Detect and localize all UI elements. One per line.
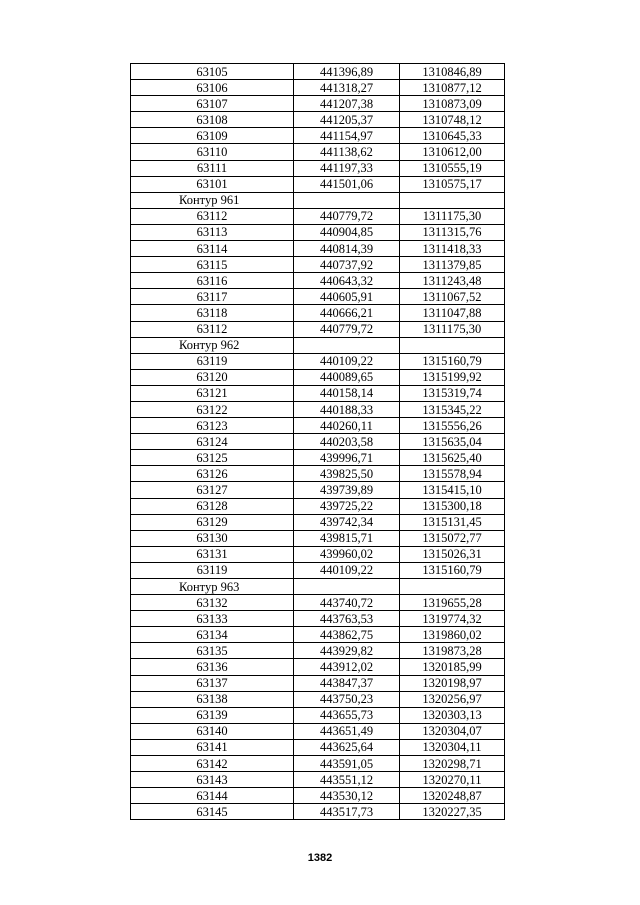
x-coordinate-cell: 440203,58 xyxy=(294,434,400,450)
y-coordinate-cell: 1311047,88 xyxy=(400,305,505,321)
x-coordinate-cell: 443847,37 xyxy=(294,675,400,691)
table-row xyxy=(131,273,505,289)
point-id-cell: 63130 xyxy=(131,530,294,546)
x-coordinate-cell: 440260,11 xyxy=(294,418,400,434)
table-row xyxy=(131,530,505,546)
x-coordinate-cell: 439960,02 xyxy=(294,546,400,562)
table-row xyxy=(131,176,505,192)
y-coordinate-cell: 1320256,97 xyxy=(400,691,505,707)
point-id-cell: 63121 xyxy=(131,385,294,401)
x-coordinate-cell: 443517,73 xyxy=(294,804,400,820)
table-row xyxy=(131,96,505,112)
table-row xyxy=(131,466,505,482)
table-row xyxy=(131,144,505,160)
point-id-cell: 63113 xyxy=(131,224,294,240)
table-row xyxy=(131,434,505,450)
y-coordinate-cell: 1315160,79 xyxy=(400,353,505,369)
y-coordinate-cell: 1315319,74 xyxy=(400,385,505,401)
table-row xyxy=(131,498,505,514)
point-id-cell: 63109 xyxy=(131,128,294,144)
y-coordinate-cell: 1320270,11 xyxy=(400,772,505,788)
y-coordinate-cell: 1311067,52 xyxy=(400,289,505,305)
x-coordinate-cell: 440666,21 xyxy=(294,305,400,321)
point-id-cell: 63132 xyxy=(131,595,294,611)
x-coordinate-cell: 440779,72 xyxy=(294,208,400,224)
x-coordinate-cell: 439742,34 xyxy=(294,514,400,530)
table-row xyxy=(131,739,505,755)
coordinates-table-body xyxy=(131,64,505,820)
x-coordinate-cell: 441197,33 xyxy=(294,160,400,176)
x-coordinate-cell: 439739,89 xyxy=(294,482,400,498)
x-coordinate-cell: 441318,27 xyxy=(294,80,400,96)
y-coordinate-cell: 1310748,12 xyxy=(400,112,505,128)
x-coordinate-cell: 441501,06 xyxy=(294,176,400,192)
y-coordinate-cell: 1315415,10 xyxy=(400,482,505,498)
table-row xyxy=(131,804,505,820)
table-row xyxy=(131,788,505,804)
empty-cell xyxy=(400,579,505,595)
y-coordinate-cell: 1320227,35 xyxy=(400,804,505,820)
y-coordinate-cell: 1310877,12 xyxy=(400,80,505,96)
y-coordinate-cell: 1310846,89 xyxy=(400,64,505,80)
table-row xyxy=(131,707,505,723)
table-row xyxy=(131,546,505,562)
x-coordinate-cell: 440109,22 xyxy=(294,353,400,369)
y-coordinate-cell: 1315160,79 xyxy=(400,562,505,578)
x-coordinate-cell: 439725,22 xyxy=(294,498,400,514)
y-coordinate-cell: 1311175,30 xyxy=(400,208,505,224)
point-id-cell: 63134 xyxy=(131,627,294,643)
point-id-cell: 63141 xyxy=(131,739,294,755)
x-coordinate-cell: 443530,12 xyxy=(294,788,400,804)
table-row xyxy=(131,305,505,321)
x-coordinate-cell: 440737,92 xyxy=(294,257,400,273)
point-id-cell: 63110 xyxy=(131,144,294,160)
x-coordinate-cell: 443912,02 xyxy=(294,659,400,675)
x-coordinate-cell: 443862,75 xyxy=(294,627,400,643)
y-coordinate-cell: 1310873,09 xyxy=(400,96,505,112)
point-id-cell: 63107 xyxy=(131,96,294,112)
x-coordinate-cell: 443625,64 xyxy=(294,739,400,755)
y-coordinate-cell: 1320298,71 xyxy=(400,756,505,772)
x-coordinate-cell: 441207,38 xyxy=(294,96,400,112)
table-row xyxy=(131,562,505,578)
table-row xyxy=(131,675,505,691)
y-coordinate-cell: 1320304,07 xyxy=(400,723,505,739)
point-id-cell: 63127 xyxy=(131,482,294,498)
x-coordinate-cell: 441138,62 xyxy=(294,144,400,160)
contour-name: Контур 962 xyxy=(131,337,294,353)
point-id-cell: 63101 xyxy=(131,176,294,192)
x-coordinate-cell: 440109,22 xyxy=(294,562,400,578)
x-coordinate-cell: 443929,82 xyxy=(294,643,400,659)
point-id-cell: 63119 xyxy=(131,562,294,578)
empty-cell xyxy=(400,192,505,208)
contour-header-row xyxy=(131,192,505,208)
y-coordinate-cell: 1319860,02 xyxy=(400,627,505,643)
point-id-cell: 63108 xyxy=(131,112,294,128)
point-id-cell: 63114 xyxy=(131,241,294,257)
y-coordinate-cell: 1315199,92 xyxy=(400,369,505,385)
y-coordinate-cell: 1311379,85 xyxy=(400,257,505,273)
point-id-cell: 63120 xyxy=(131,369,294,385)
point-id-cell: 63105 xyxy=(131,64,294,80)
table-row xyxy=(131,369,505,385)
table-row xyxy=(131,257,505,273)
table-row xyxy=(131,128,505,144)
x-coordinate-cell: 440605,91 xyxy=(294,289,400,305)
y-coordinate-cell: 1320185,99 xyxy=(400,659,505,675)
point-id-cell: 63119 xyxy=(131,353,294,369)
contour-header-row xyxy=(131,579,505,595)
point-id-cell: 63142 xyxy=(131,756,294,772)
x-coordinate-cell: 441154,97 xyxy=(294,128,400,144)
table-row xyxy=(131,224,505,240)
coordinates-table xyxy=(130,63,505,820)
x-coordinate-cell: 440904,85 xyxy=(294,224,400,240)
table-row xyxy=(131,643,505,659)
x-coordinate-cell: 443651,49 xyxy=(294,723,400,739)
point-id-cell: 63140 xyxy=(131,723,294,739)
point-id-cell: 63136 xyxy=(131,659,294,675)
point-id-cell: 63106 xyxy=(131,80,294,96)
empty-cell xyxy=(294,192,400,208)
page-number: 1382 xyxy=(307,852,333,864)
table-row xyxy=(131,450,505,466)
table-row xyxy=(131,64,505,80)
y-coordinate-cell: 1310612,00 xyxy=(400,144,505,160)
table-row xyxy=(131,353,505,369)
y-coordinate-cell: 1315578,94 xyxy=(400,466,505,482)
empty-cell xyxy=(294,579,400,595)
table-row xyxy=(131,241,505,257)
x-coordinate-cell: 440814,39 xyxy=(294,241,400,257)
y-coordinate-cell: 1315300,18 xyxy=(400,498,505,514)
x-coordinate-cell: 440089,65 xyxy=(294,369,400,385)
contour-name: Контур 961 xyxy=(131,192,294,208)
point-id-cell: 63118 xyxy=(131,305,294,321)
x-coordinate-cell: 441396,89 xyxy=(294,64,400,80)
point-id-cell: 63128 xyxy=(131,498,294,514)
y-coordinate-cell: 1311315,76 xyxy=(400,224,505,240)
x-coordinate-cell: 439996,71 xyxy=(294,450,400,466)
table-row xyxy=(131,112,505,128)
point-id-cell: 63139 xyxy=(131,707,294,723)
point-id-cell: 63117 xyxy=(131,289,294,305)
y-coordinate-cell: 1315072,77 xyxy=(400,530,505,546)
point-id-cell: 63123 xyxy=(131,418,294,434)
y-coordinate-cell: 1320198,97 xyxy=(400,675,505,691)
y-coordinate-cell: 1319655,28 xyxy=(400,595,505,611)
table-row xyxy=(131,385,505,401)
point-id-cell: 63112 xyxy=(131,321,294,337)
table-row xyxy=(131,756,505,772)
point-id-cell: 63116 xyxy=(131,273,294,289)
y-coordinate-cell: 1315635,04 xyxy=(400,434,505,450)
table-row xyxy=(131,401,505,417)
x-coordinate-cell: 440158,14 xyxy=(294,385,400,401)
y-coordinate-cell: 1320303,13 xyxy=(400,707,505,723)
x-coordinate-cell: 440188,33 xyxy=(294,401,400,417)
point-id-cell: 63112 xyxy=(131,208,294,224)
table-row xyxy=(131,289,505,305)
table-row xyxy=(131,772,505,788)
table-row xyxy=(131,514,505,530)
x-coordinate-cell: 440643,32 xyxy=(294,273,400,289)
point-id-cell: 63115 xyxy=(131,257,294,273)
table-row xyxy=(131,611,505,627)
x-coordinate-cell: 443750,23 xyxy=(294,691,400,707)
x-coordinate-cell: 443655,73 xyxy=(294,707,400,723)
y-coordinate-cell: 1319873,28 xyxy=(400,643,505,659)
table-row xyxy=(131,659,505,675)
x-coordinate-cell: 441205,37 xyxy=(294,112,400,128)
point-id-cell: 63144 xyxy=(131,788,294,804)
point-id-cell: 63111 xyxy=(131,160,294,176)
table-row xyxy=(131,723,505,739)
point-id-cell: 63131 xyxy=(131,546,294,562)
point-id-cell: 63133 xyxy=(131,611,294,627)
table-row xyxy=(131,595,505,611)
table-row xyxy=(131,691,505,707)
y-coordinate-cell: 1315131,45 xyxy=(400,514,505,530)
point-id-cell: 63135 xyxy=(131,643,294,659)
point-id-cell: 63125 xyxy=(131,450,294,466)
contour-name: Контур 963 xyxy=(131,579,294,595)
contour-header-row xyxy=(131,337,505,353)
x-coordinate-cell: 443551,12 xyxy=(294,772,400,788)
y-coordinate-cell: 1311175,30 xyxy=(400,321,505,337)
table-row xyxy=(131,208,505,224)
point-id-cell: 63129 xyxy=(131,514,294,530)
y-coordinate-cell: 1311243,48 xyxy=(400,273,505,289)
y-coordinate-cell: 1315625,40 xyxy=(400,450,505,466)
y-coordinate-cell: 1311418,33 xyxy=(400,241,505,257)
y-coordinate-cell: 1315345,22 xyxy=(400,401,505,417)
y-coordinate-cell: 1310555,19 xyxy=(400,160,505,176)
y-coordinate-cell: 1310645,33 xyxy=(400,128,505,144)
point-id-cell: 63137 xyxy=(131,675,294,691)
y-coordinate-cell: 1320248,87 xyxy=(400,788,505,804)
x-coordinate-cell: 439815,71 xyxy=(294,530,400,546)
table-row xyxy=(131,80,505,96)
y-coordinate-cell: 1310575,17 xyxy=(400,176,505,192)
x-coordinate-cell: 439825,50 xyxy=(294,466,400,482)
point-id-cell: 63138 xyxy=(131,691,294,707)
point-id-cell: 63124 xyxy=(131,434,294,450)
y-coordinate-cell: 1319774,32 xyxy=(400,611,505,627)
table-row xyxy=(131,482,505,498)
empty-cell xyxy=(400,337,505,353)
x-coordinate-cell: 443763,53 xyxy=(294,611,400,627)
point-id-cell: 63143 xyxy=(131,772,294,788)
point-id-cell: 63122 xyxy=(131,401,294,417)
table-row xyxy=(131,160,505,176)
y-coordinate-cell: 1315556,26 xyxy=(400,418,505,434)
x-coordinate-cell: 443591,05 xyxy=(294,756,400,772)
y-coordinate-cell: 1315026,31 xyxy=(400,546,505,562)
table-row xyxy=(131,321,505,337)
x-coordinate-cell: 440779,72 xyxy=(294,321,400,337)
empty-cell xyxy=(294,337,400,353)
y-coordinate-cell: 1320304,11 xyxy=(400,739,505,755)
table-row xyxy=(131,627,505,643)
point-id-cell: 63145 xyxy=(131,804,294,820)
x-coordinate-cell: 443740,72 xyxy=(294,595,400,611)
table-row xyxy=(131,418,505,434)
point-id-cell: 63126 xyxy=(131,466,294,482)
